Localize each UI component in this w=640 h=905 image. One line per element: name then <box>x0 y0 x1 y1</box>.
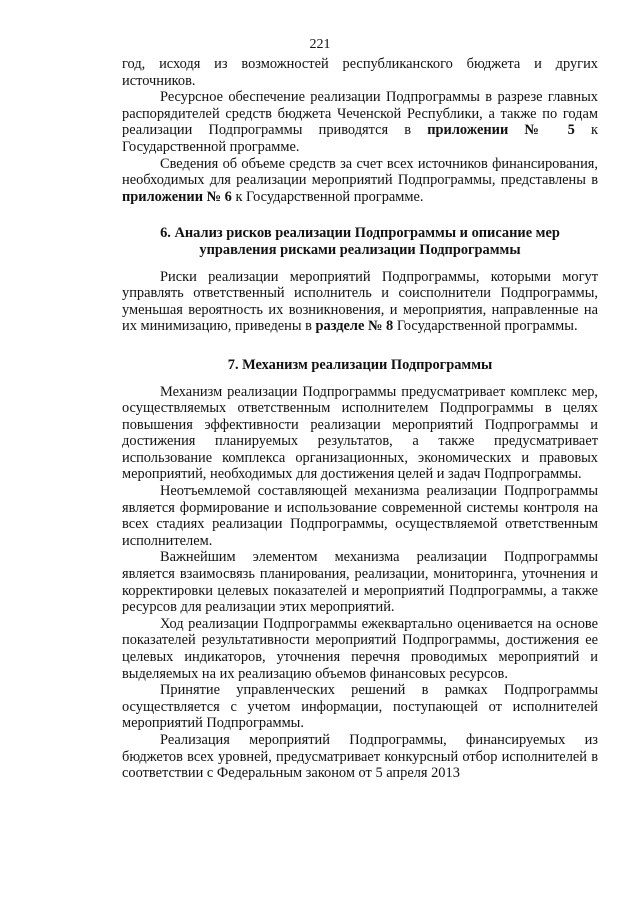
paragraph-key-element: Важнейшим элементом механизма реализации Подпрограммы является взаимосвязь планирования, реализации, мониторинга, уточнения и корректировки целевых показателей и мероприятий Подпрограммы, а также ресурсов для реализации этих мероприятий. <box>122 549 598 616</box>
section-6-title-line-1: 6. Анализ рисков реализации Подпрограммы и описание мер <box>160 225 560 242</box>
section-6-title-line-2: управления рисками реализации Подпрограммы <box>199 241 521 258</box>
section-7-title: 7. Механизм реализации Подпрограммы <box>227 356 493 373</box>
appendix-ref-5: приложении № 5 <box>427 122 575 139</box>
paragraph-mechanism: Механизм реализации Подпрограммы предусматривает комплекс мер, осуществляемых ответственным исполнителем Подпрограммы в целях повышения эффективности реализации мероприятий Подпрограммы и достижения планируемых результатов, а также предусматривает использование комплекса организационных, экономических и правовых мероприятий, необходимых для достижения целей и задач Подпрограммы. <box>122 383 598 483</box>
text-span: к Государственной программе. <box>122 122 598 155</box>
paragraph-procurement: Реализация мероприятий Подпрограммы, финансируемых из бюджетов всех уровней, предусматривает конкурсный отбор исполнителей в соответствии с Федеральным законом от 5 апреля 2013 <box>122 731 598 782</box>
paragraph-resources <box>122 89 598 155</box>
appendix-ref-6: приложении № 6 <box>122 188 232 205</box>
paragraph-risks <box>122 269 598 335</box>
paragraph-continuation: год, исходя из возможностей республиканского бюджета и других источников. <box>122 56 598 89</box>
text-span: Сведения об объеме средств за счет всех источников финансирования, необходимых для реализации мероприятий Подпрограммы, представлены в <box>122 155 598 189</box>
text-span: Риски реализации мероприятий Подпрограммы, которыми могут управлять ответственный исполнитель и соисполнители Подпрограммы, уменьшая вероятность их возникновения, и мероприятия, направленные на их минимизацию, приведены в <box>122 268 598 335</box>
text-span: Государственной программы. <box>393 318 578 335</box>
text-span: Ресурсное обеспечение реализации Подпрограммы в разрезе главных распорядителей средств бюджета Чеченской Республики, а также по годам реализации Подпрограммы приводятся в <box>122 89 598 139</box>
paragraph-quarterly: Ход реализации Подпрограммы ежеквартально оценивается на основе показателей результативности мероприятий Подпрограммы, достижения ее целевых индикаторов, уточнения перечня проводимых мероприятий и выделяемых на их реализацию объемов финансовых ресурсов. <box>122 615 598 682</box>
page-number: 221 <box>309 37 331 52</box>
section-ref-8: разделе № 8 <box>315 318 394 335</box>
paragraph-control: Неотъемлемой составляющей механизма реализации Подпрограммы является формирование и использование современной системы контроля на всех стадиях реализации Подпрограммы, осуществляемой ответственным исполнителем. <box>122 483 598 549</box>
text-span: к Государственной программе. <box>231 188 424 205</box>
paragraph-decisions: Принятие управленческих решений в рамках Подпрограммы осуществляется с учетом информации, поступающей от исполнителей мероприятий Подпрограммы. <box>122 682 598 732</box>
paragraph-volume <box>122 156 598 206</box>
page-content <box>122 56 598 782</box>
section-6-title <box>122 225 598 258</box>
